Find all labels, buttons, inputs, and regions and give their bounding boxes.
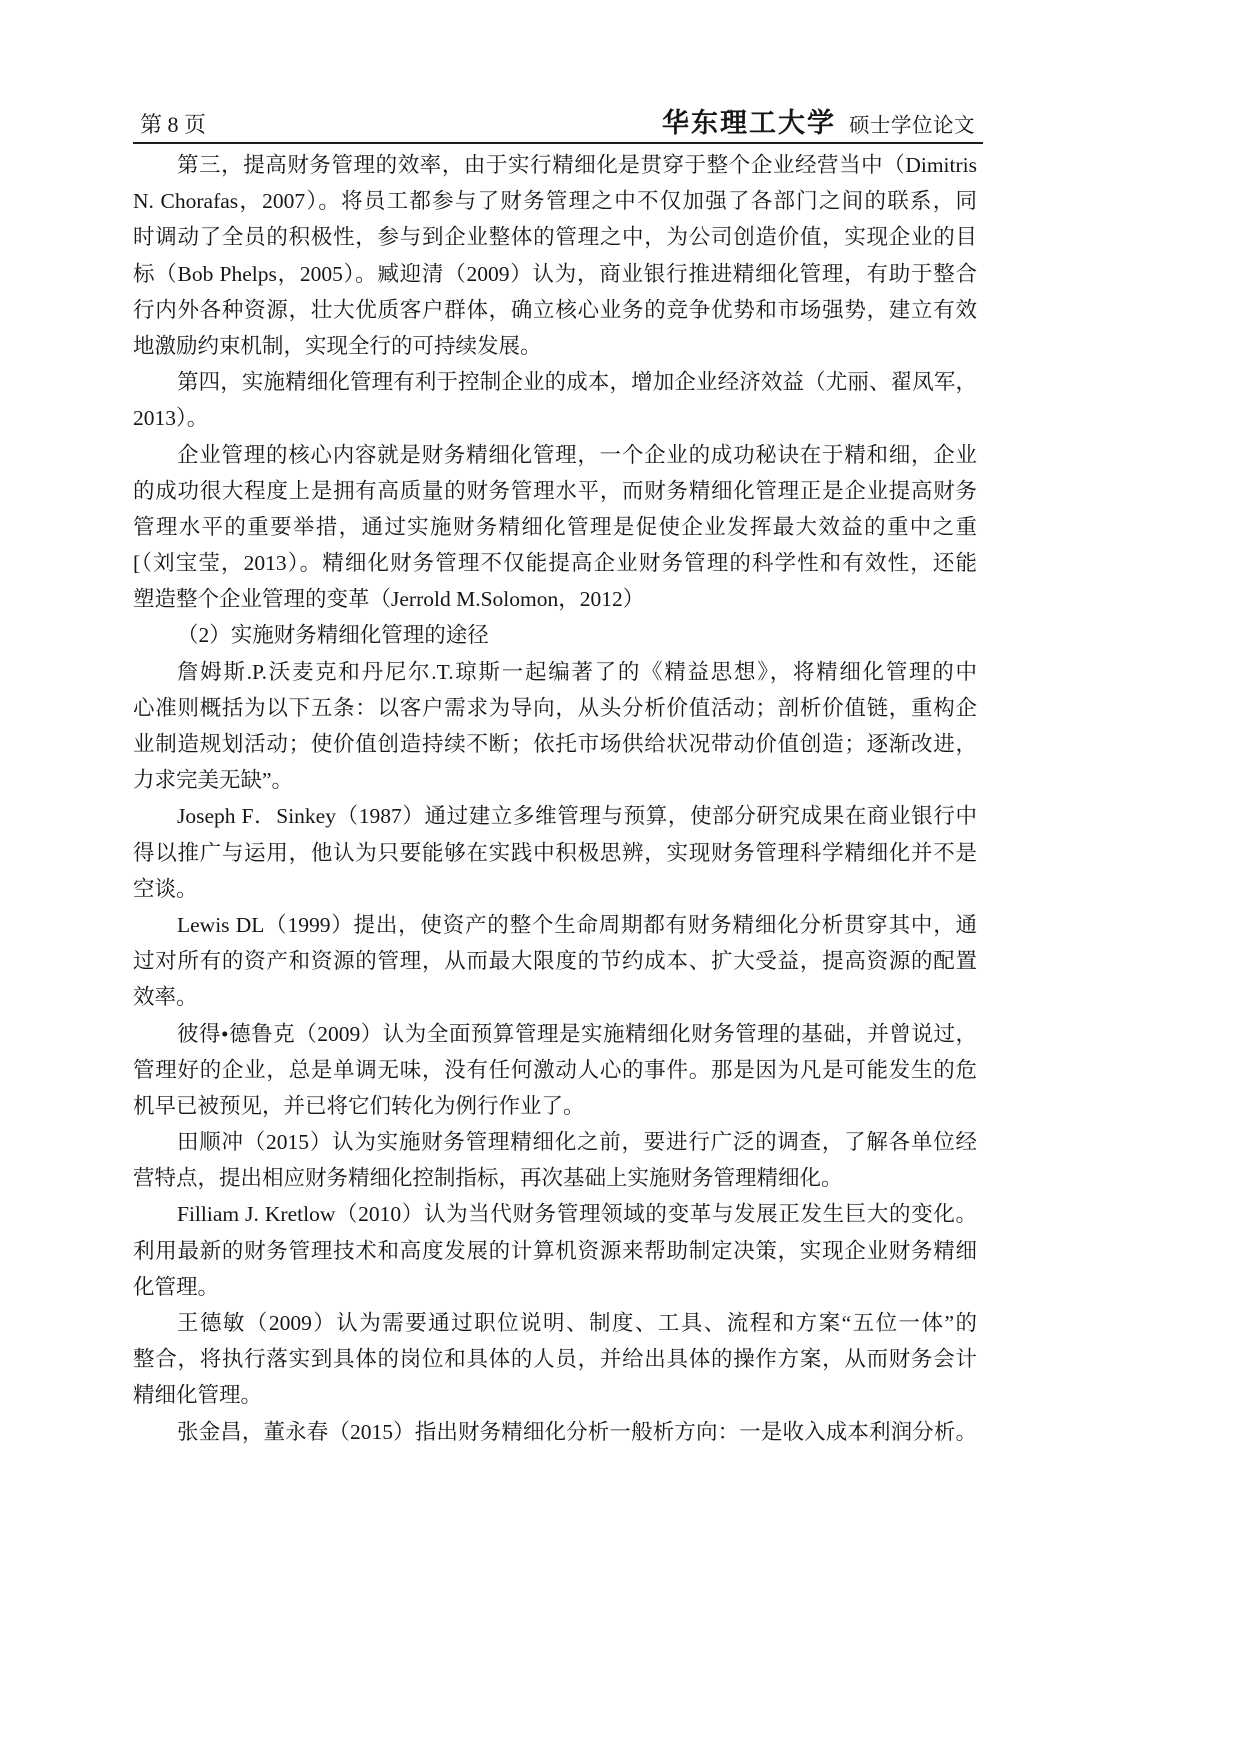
body-line: 营特点，提出相应财务精细化控制指标，再次基础上实施财务管理精细化。 bbox=[133, 1166, 843, 1191]
body-line: [（刘宝莹，2013）。精细化财务管理不仅能提高企业财务管理的科学性和有效性，还能 bbox=[133, 551, 977, 576]
body-line: 效率。 bbox=[133, 985, 198, 1010]
body-line: 张金昌，董永春（2015）指出财务精细化分析一般析方向：一是收入成本利润分析。 bbox=[177, 1419, 977, 1444]
body-text bbox=[133, 147, 977, 1450]
body-line: 行内外各种资源，壮大优质客户群体，确立核心业务的竞争优势和市场强势，建立有效 bbox=[133, 297, 977, 322]
paragraph bbox=[133, 1016, 977, 1125]
section-heading bbox=[133, 617, 977, 653]
paragraph bbox=[133, 1305, 977, 1414]
body-line: 的成功很大程度上是拥有高质量的财务管理水平，而财务精细化管理正是企业提高财务 bbox=[133, 478, 977, 503]
body-line: 地激励约束机制，实现全行的可持续发展。 bbox=[133, 333, 542, 358]
body-line: 心准则概括为以下五条：以客户需求为导向，从头分析价值活动；剖析价值链，重构企 bbox=[133, 695, 977, 720]
body-line: 王德敏（2009）认为需要通过职位说明、制度、工具、流程和方案“五位一体”的 bbox=[177, 1311, 977, 1335]
body-line: 空谈。 bbox=[133, 876, 198, 901]
body-line: 彼得•德鲁克（2009）认为全面预算管理是实施精细化财务管理的基础，并曾说过， bbox=[177, 1021, 977, 1046]
body-line: 精细化管理。 bbox=[133, 1383, 263, 1408]
body-line: Filliam J. Kretlow（2010）认为当代财务管理领域的变革与发展正发生巨大的变化。 bbox=[177, 1202, 977, 1227]
body-line: 管理水平的重要举措，通过实施财务精细化管理是促使企业发挥最大效益的重中之重 bbox=[133, 514, 977, 539]
body-line: 业制造规划活动；使价值创造持续不断；依托市场供给状况带动价值创造；逐渐改进， bbox=[133, 732, 977, 756]
body-line: Lewis DL（1999）提出，使资产的整个生命周期都有财务精细化分析贯穿其中，通 bbox=[177, 912, 977, 937]
body-line: 时调动了全员的积极性，参与到企业整体的管理之中，为公司创造价值，实现企业的目 bbox=[133, 225, 977, 250]
body-line: 机早已被预见，并已将它们转化为例行作业了。 bbox=[133, 1093, 585, 1118]
page-header bbox=[133, 104, 983, 144]
body-line: 化管理。 bbox=[133, 1274, 220, 1299]
body-line: 企业管理的核心内容就是财务精细化管理，一个企业的成功秘诀在于精和细，企业 bbox=[177, 442, 977, 467]
body-line: 第四，实施精细化管理有利于控制企业的成本，增加企业经济效益（尤丽、翟凤军， bbox=[177, 370, 977, 395]
paragraph bbox=[133, 147, 977, 364]
body-line: 塑造整个企业管理的变革（Jerrold M.Solomon，2012） bbox=[133, 587, 645, 612]
body-line: 利用最新的财务管理技术和高度发展的计算机资源来帮助制定决策，实现企业财务精细 bbox=[133, 1238, 977, 1263]
body-line: 力求完美无缺”。 bbox=[133, 768, 294, 793]
paragraph bbox=[133, 437, 977, 618]
paragraph bbox=[133, 654, 977, 799]
paragraph bbox=[133, 798, 977, 907]
body-line: 2013）。 bbox=[133, 406, 209, 431]
paragraph bbox=[133, 1196, 977, 1305]
body-line: 标（Bob Phelps，2005）。臧迎清（2009）认为，商业银行推进精细化管理，有助于整合 bbox=[133, 261, 977, 286]
university-name: 华东理工大学 bbox=[662, 108, 836, 139]
body-line: 第三，提高财务管理的效率，由于实行精细化是贯穿于整个企业经营当中（Dimitris bbox=[177, 153, 977, 177]
page-number-label: 第 8 页 bbox=[140, 112, 207, 137]
paragraph bbox=[133, 1124, 977, 1196]
body-line: Joseph F．Sinkey（1987）通过建立多维管理与预算，使部分研究成果在商业银行中 bbox=[177, 804, 977, 829]
section-heading-text: （2）实施财务精细化管理的途径 bbox=[177, 623, 489, 648]
degree-type: 硕士学位论文 bbox=[849, 115, 975, 137]
body-line: 过对所有的资产和资源的管理，从而最大限度的节约成本、扩大受益，提高资源的配置 bbox=[133, 949, 977, 974]
paragraph bbox=[133, 364, 977, 436]
paragraph bbox=[133, 907, 977, 1016]
paragraph bbox=[133, 1414, 977, 1450]
header-title-group bbox=[662, 109, 975, 139]
body-line: 田顺冲（2015）认为实施财务管理精细化之前，要进行广泛的调查，了解各单位经 bbox=[177, 1130, 977, 1155]
body-line: 詹姆斯.P.沃麦克和丹尼尔.T.琼斯一起编著了的《精益思想》，将精细化管理的中 bbox=[177, 659, 977, 684]
body-line: 得以推广与运用，他认为只要能够在实践中积极思辨，实现财务管理科学精细化并不是 bbox=[133, 840, 977, 865]
body-line: N. Chorafas，2007）。将员工都参与了财务管理之中不仅加强了各部门之间的联系，同 bbox=[133, 189, 977, 214]
body-line: 整合，将执行落实到具体的岗位和具体的人员，并给出具体的操作方案，从而财务会计 bbox=[133, 1347, 977, 1372]
body-line: 管理好的企业，总是单调无味，没有任何激动人心的事件。那是因为凡是可能发生的危 bbox=[133, 1057, 977, 1082]
